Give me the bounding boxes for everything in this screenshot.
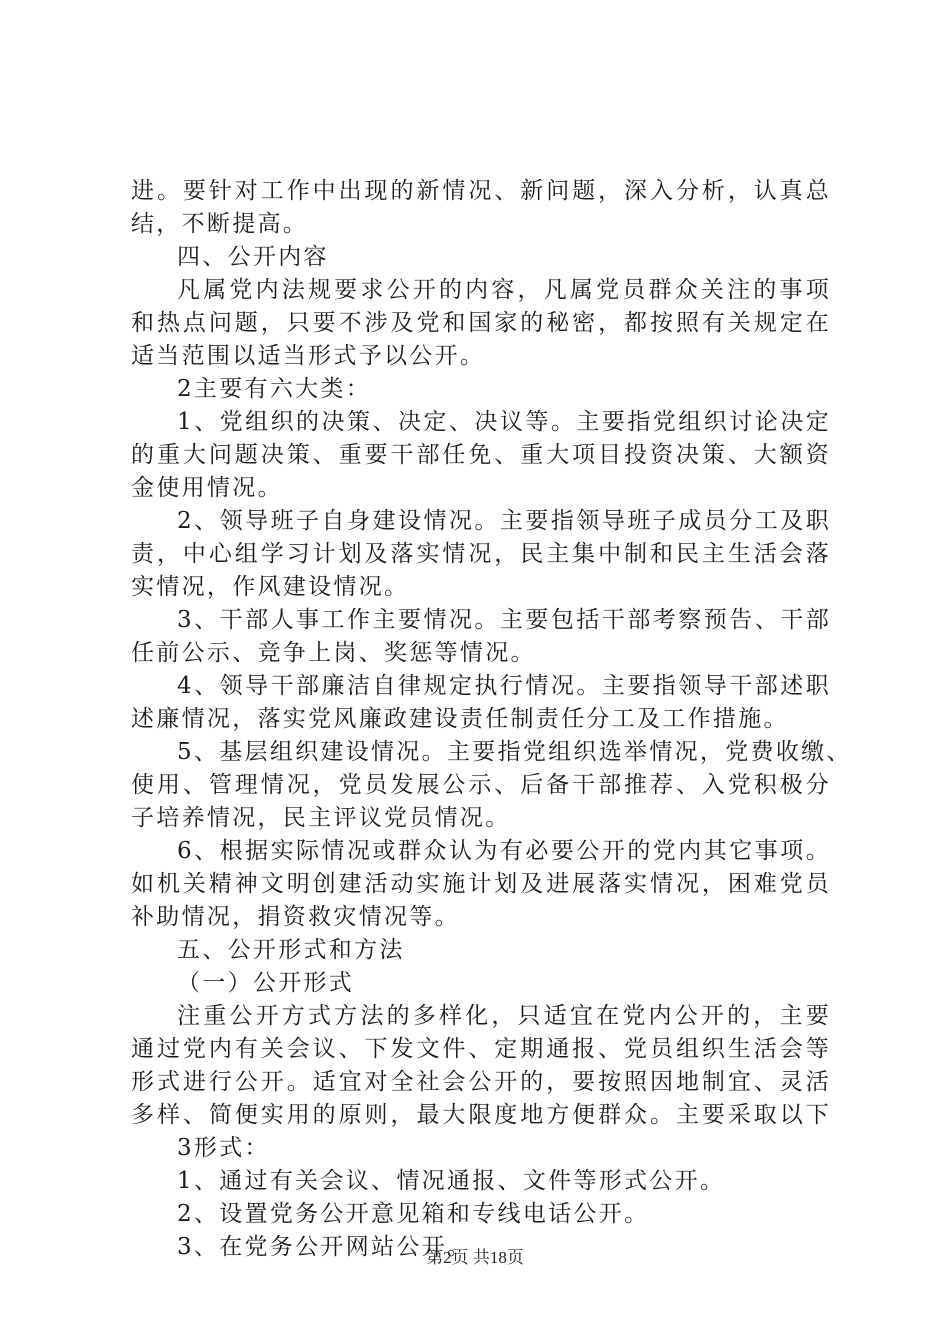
text-line: 的重大问题决策、重要干部任免、重大项目投资决策、大额资: [131, 442, 831, 468]
text-line: 多样、简便实用的原则，最大限度地方便群众。主要采取以下: [131, 1102, 831, 1128]
text-line: 结，不断提高。: [131, 211, 309, 237]
text-line: 如机关精神文明创建活动实施计划及进展落实情况，困难党员: [131, 871, 831, 897]
text-line: 凡属党内法规要求公开的内容，凡属党员群众关注的事项: [177, 277, 831, 303]
list-item: 2、设置党务公开意见箱和专线电话公开。: [177, 1201, 650, 1227]
section-heading: 四、公开内容: [177, 244, 329, 270]
text-line: 述廉情况，落实党风廉政建设责任制责任分工及工作措施。: [131, 706, 789, 732]
list-item: 4、领导干部廉洁自律规定执行情况。主要指领导干部述职: [177, 673, 831, 699]
text-line: 3形式：: [177, 1135, 270, 1161]
list-item: 1、通过有关会议、情况通报、文件等形式公开。: [177, 1168, 726, 1194]
text-line: 注重公开方式方法的多样化，只适宜在党内公开的，主要: [177, 1003, 831, 1029]
text-line: 进。要针对工作中出现的新情况、新问题，深入分析，认真总: [131, 178, 831, 204]
list-item: 6、根据实际情况或群众认为有必要公开的党内其它事项。: [177, 838, 831, 864]
text-line: 使用、管理情况，党员发展公示、后备干部推荐、入党积极分: [131, 772, 831, 798]
list-item: 3、干部人事工作主要情况。主要包括干部考察预告、干部: [177, 607, 831, 633]
text-line: 适当范围以适当形式予以公开。: [131, 343, 486, 369]
subsection-heading: （一）公开形式: [177, 970, 355, 996]
page-number-footer: 第2页 共18页: [426, 1248, 524, 1267]
text-line: 2主要有六大类：: [177, 376, 372, 402]
text-line: 金使用情况。: [131, 475, 283, 501]
text-line: 实情况，作风建设情况。: [131, 574, 410, 600]
text-line: 任前公示、竞争上岗、奖惩等情况。: [131, 640, 536, 666]
text-line: 通过党内有关会议、下发文件、定期通报、党员组织生活会等: [131, 1036, 831, 1062]
text-line: 和热点问题，只要不涉及党和国家的秘密，都按照有关规定在: [131, 310, 831, 336]
section-heading: 五、公开形式和方法: [177, 937, 405, 963]
list-item: 1、党组织的决策、决定、决议等。主要指党组织讨论决定: [177, 409, 831, 435]
list-item: 5、基层组织建设情况。主要指党组织选举情况，党费收缴、: [177, 739, 852, 765]
text-line: 子培养情况，民主评议党员情况。: [131, 805, 511, 831]
document-body: [131, 175, 852, 1264]
list-item: 3、在党务公开网站公开。: [177, 1234, 473, 1260]
text-line: 责，中心组学习计划及落实情况，民主集中制和民主生活会落: [131, 541, 831, 567]
text-line: 形式进行公开。适宜对全社会公开的，要按照因地制宜、灵活: [131, 1069, 831, 1095]
list-item: 2、领导班子自身建设情况。主要指领导班子成员分工及职: [177, 508, 831, 534]
text-line: 补助情况，捐资救灾情况等。: [131, 904, 460, 930]
